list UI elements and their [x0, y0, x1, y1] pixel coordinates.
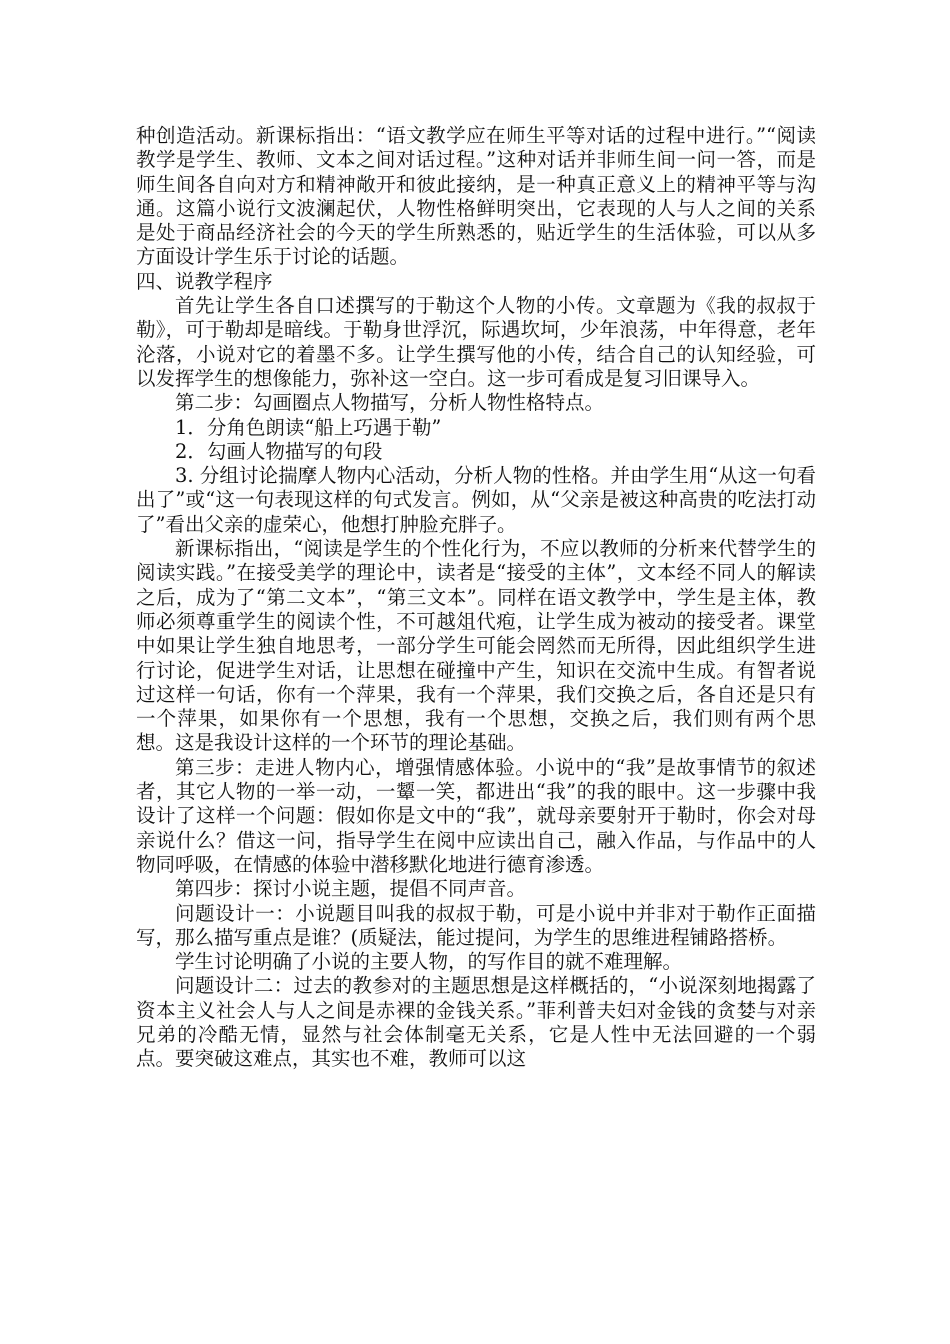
paragraph-question-two: 问题设计二：过去的教参对的主题思想是这样概括的，“小说深刻地揭露了资本主义社会人与人之间是赤裸的金钱关系。”菲利普夫妇对金钱的贪婪与对亲兄弟的冷酷无情，显然与社会体制毫无关系，它是人性中无法回避的一个弱点。要突破这难点，其实也不难，教师可以这 — [136, 974, 816, 1071]
paragraph-step-four-title: 第四步：探讨小说主题，提倡不同声音。 — [175, 877, 527, 901]
paragraph-new-curriculum: 新课标指出，“阅读是学生的个性化行为，不应以教师的分析来代替学生的阅读实践。”在接受美学的理论中，读者是“接受的主体”，文本经不同人的解读之后，成为了“第二文本”，“第三文本”。同样在语文教学中，学生是主体，教师必须尊重学生的阅读个性，不可越俎代疱，让学生成为被动的接受者。课堂中如果让学生独自地思考，一部分学生可能会罔然而无所得，因此组织学生进行讨论，促进学生对话，让思想在碰撞中产生，知识在交流中生成。有智者说过这样一句话，你有一个萍果，我有一个萍果，我们交换之后，各自还是只有一个萍果，如果你有一个思想，我有一个思想，交换之后，我们则有两个思想。这是我设计这样的一个环节的理论基础。 — [136, 537, 816, 755]
paragraph-step-three: 第三步：走进人物内心，增强情感体验。小说中的“我”是故事情节的叙述者，其它人物的一举一动，一颦一笑，都进出“我”的我的眼中。这一步骤中我设计了这样一个问题：假如你是文中的“我”，就母亲要射开于勒时，你会对母亲说什么？借这一问，指导学生在阅中应读出自己，融入作品，与作品中的人物同呼吸，在情感的体验中潜移默化地进行德育渗透。 — [136, 755, 816, 876]
list-item-2: 2．勾画人物描写的句段 — [175, 439, 383, 463]
list-item-1: 1．分角色朗读“船上巧遇于勒” — [175, 415, 442, 439]
document-body — [136, 124, 816, 1072]
paragraph-question-one: 问题设计一：小说题目叫我的叔叔于勒，可是小说中并非对于勒作正面描写，那么描写重点是谁？(质疑法，能过提问，为学生的思维进程铺路搭桥。 — [136, 901, 816, 949]
paragraph-discussion: 学生讨论明确了小说的主要人物，的写作目的就不难理解。 — [175, 950, 683, 974]
paragraph-step-two-title: 第二步：勾画圈点人物描写，分析人物性格特点。 — [175, 391, 605, 415]
section-heading-teaching-procedure: 四、说教学程序 — [136, 269, 273, 293]
paragraph-dialogue-teaching: 种创造活动。新课标指出：“语文教学应在师生平等对话的过程中进行。”“阅读教学是学生、教师、文本之间对话过程。”这种对话并非师生间一问一答，而是师生间各自向对方和精神敞开和彼此接纳，是一种真正意义上的精神平等与沟通。这篇小说行文波澜起伏，人物性格鲜明突出，它表现的人与人之间的关系是处于商品经济社会的今天的学生所熟悉的，贴近学生的生活体验，可以从多方面设计学生乐于讨论的话题。 — [136, 124, 816, 269]
paragraph-step-one: 首先让学生各自口述撰写的于勒这个人物的小传。文章题为《我的叔叔于勒》，可于勒却是暗线。于勒身世浮沉，际遇坎坷，少年浪荡，中年得意，老年沦落，小说对它的着墨不多。让学生撰写他的小传，结合自己的认知经验，可以发挥学生的想像能力，弥补这一空白。这一步可看成是复习旧课导入。 — [136, 294, 816, 390]
list-item-3: 3. 分组讨论揣摩人物内心活动，分析人物的性格。并由学生用“从这一句看出了”或“这一句表现这样的句式发言。例如，从“父亲是被这种高贵的吃法打动了”看出父亲的虚荣心，他想打肿脸充胖子。 — [136, 464, 816, 536]
